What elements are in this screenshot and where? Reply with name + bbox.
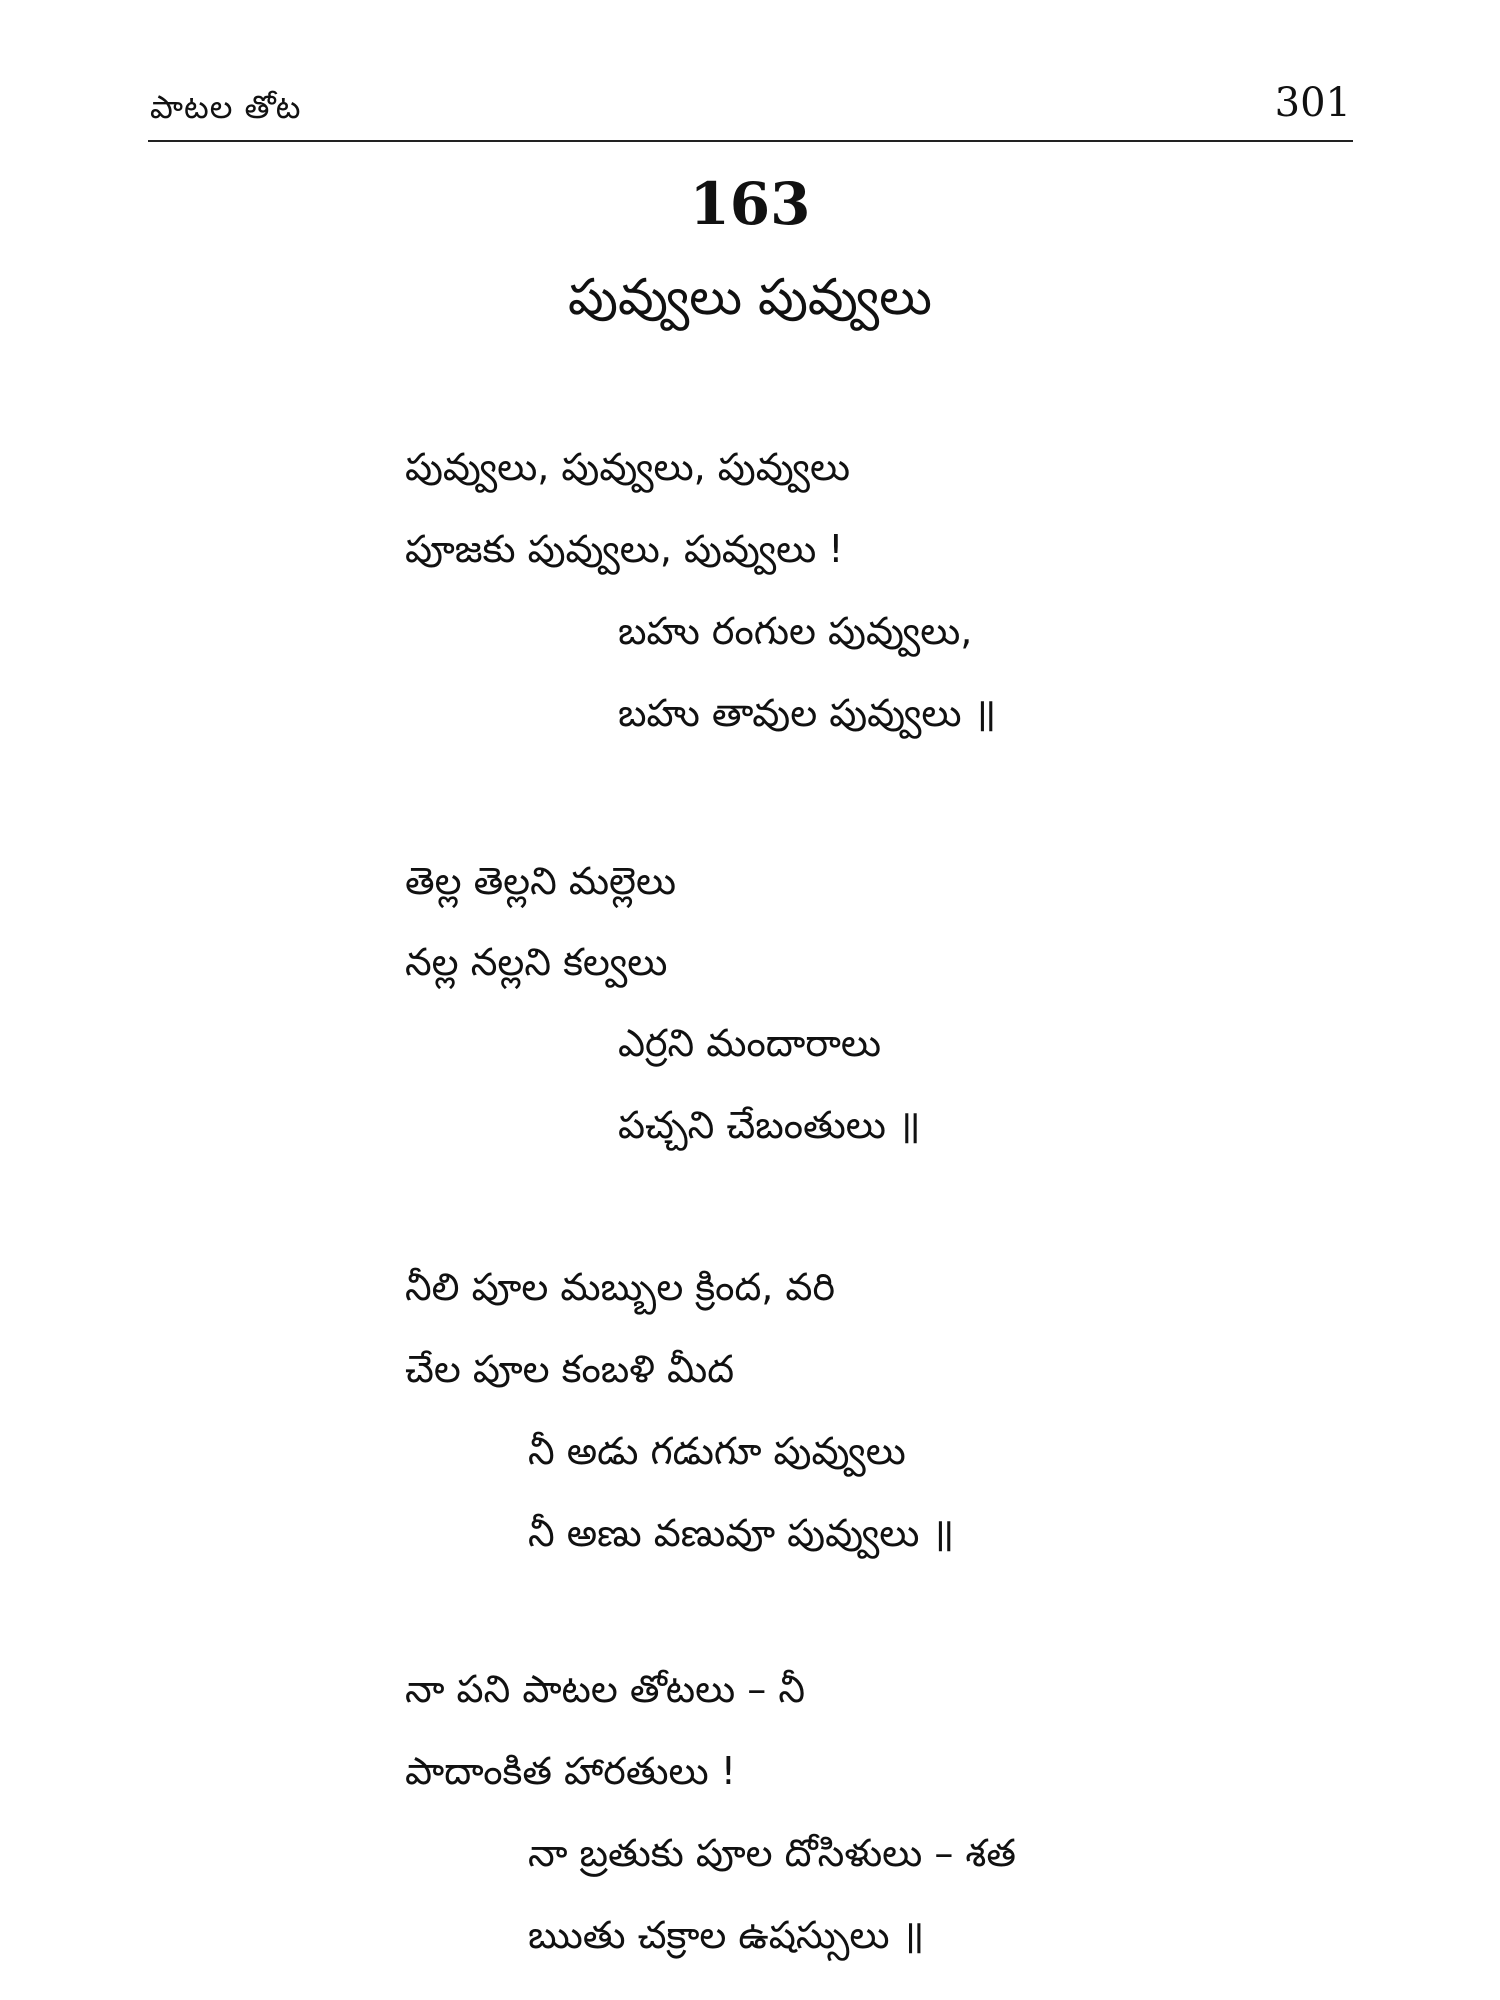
stanza-3-line-1: నీలి పూల మబ్బుల క్రింద, వరి: [405, 1265, 835, 1309]
stanza-4-line-3: నా బ్రతుకు పూల దోసిళులు – శత: [528, 1831, 1016, 1875]
stanza-2-line-3: ఎర్రని మందారాలు: [618, 1021, 881, 1065]
stanza-3-line-2: చేల పూల కంబళి మీద: [405, 1347, 735, 1391]
page-number: 301: [1274, 80, 1351, 126]
stanza-2-line-2: నల్ల నల్లని కల్వలు: [405, 940, 668, 984]
stanza-1-line-1: పువ్వులు, పువ్వులు, పువ్వులు: [405, 445, 851, 489]
stanza-2-line-1: తెల్ల తెల్లని మల్లెలు: [405, 859, 677, 903]
stanza-4-line-2: పాదాంకిత హారతులు !: [405, 1749, 736, 1793]
song-title: పువ్వులు పువ్వులు: [568, 268, 932, 326]
stanza-1-line-3: బహు రంగుల పువ్వులు,: [618, 609, 973, 653]
stanza-1-line-4: బహు తావుల పువ్వులు ॥: [618, 691, 997, 735]
stanza-3-line-4: నీ అణు వణువూ పువ్వులు ॥: [528, 1511, 955, 1555]
song-number: 163: [689, 170, 811, 238]
stanza-1-line-2: పూజకు పువ్వులు, పువ్వులు !: [405, 527, 844, 571]
stanza-3-line-3: నీ అడు గడుగూ పువ్వులు: [528, 1429, 906, 1473]
running-header: [148, 80, 1353, 142]
running-title: పాటల తోట: [150, 88, 302, 126]
stanza-2-line-4: పచ్చని చేబంతులు ॥: [618, 1103, 921, 1147]
stanza-4-line-1: నా పని పాటల తోటలు – నీ: [405, 1667, 806, 1711]
stanza-4-line-4: ఋతు చక్రాల ఉషస్సులు ॥: [528, 1913, 925, 1957]
